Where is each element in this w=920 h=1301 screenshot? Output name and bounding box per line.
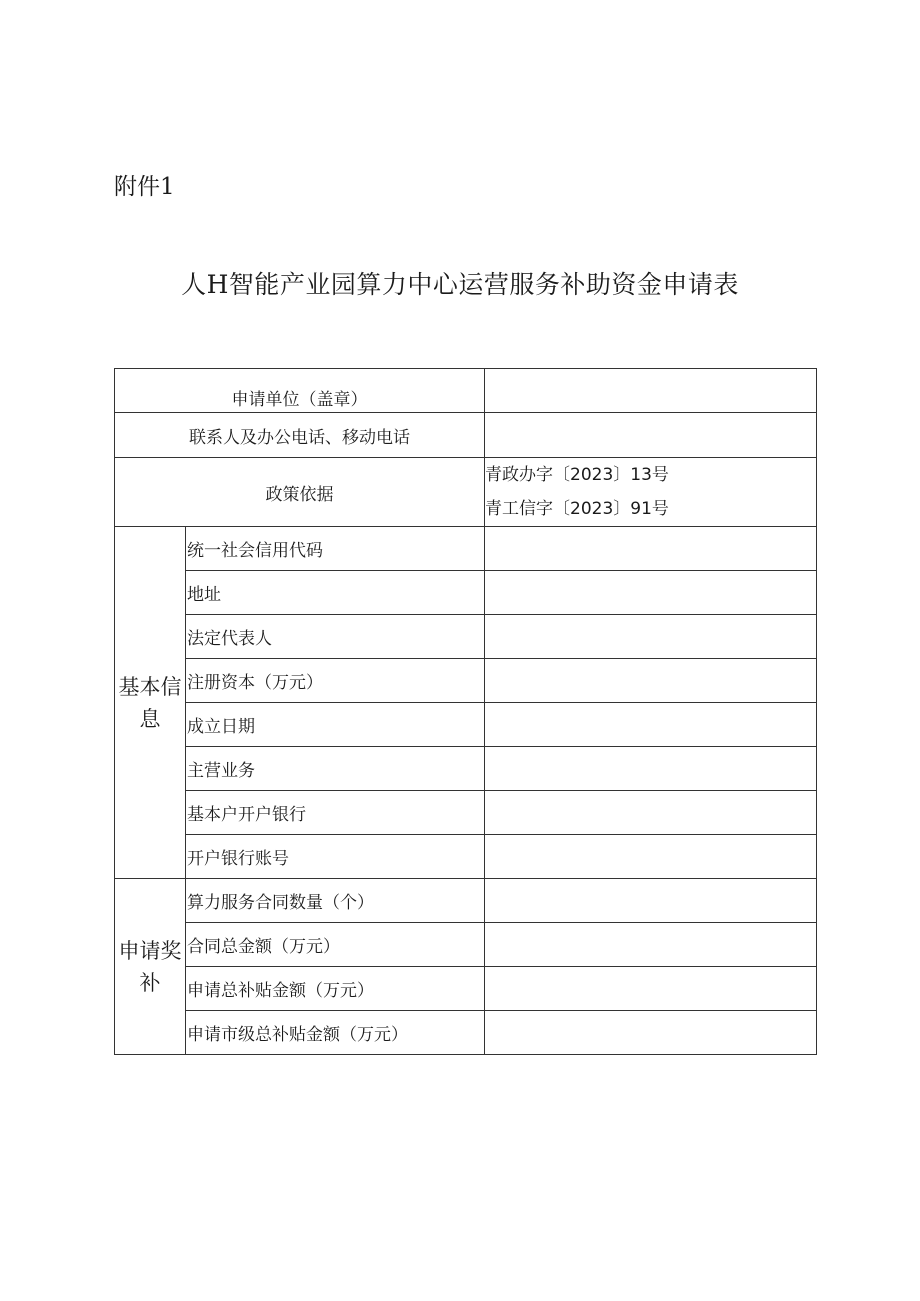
table-row	[115, 659, 817, 703]
main-business-value[interactable]	[485, 747, 817, 791]
table-row	[115, 835, 817, 879]
contract-total-amount-label: 合同总金额（万元）	[186, 923, 485, 967]
table-row	[115, 791, 817, 835]
bank-account-number-label: 开户银行账号	[186, 835, 485, 879]
application-form-table	[114, 368, 817, 1055]
applicant-unit-label: 申请单位（盖章）	[115, 369, 485, 413]
municipal-subsidy-requested-label: 申请市级总补贴金额（万元）	[186, 1011, 485, 1055]
table-row	[115, 527, 817, 571]
legal-representative-label: 法定代表人	[186, 615, 485, 659]
registered-capital-value[interactable]	[485, 659, 817, 703]
table-row	[115, 1011, 817, 1055]
legal-representative-value[interactable]	[485, 615, 817, 659]
table-row	[115, 747, 817, 791]
table-row	[115, 571, 817, 615]
applicant-unit-value[interactable]	[485, 369, 817, 413]
table-row	[115, 879, 817, 923]
table-row	[115, 615, 817, 659]
basic-account-bank-value[interactable]	[485, 791, 817, 835]
table-row	[115, 703, 817, 747]
establishment-date-label: 成立日期	[186, 703, 485, 747]
policy-document-1: 青政办字〔2023〕13号	[485, 465, 669, 485]
table-row	[115, 458, 817, 527]
basic-account-bank-label: 基本户开户银行	[186, 791, 485, 835]
credit-code-label: 统一社会信用代码	[186, 527, 485, 571]
table-row	[115, 967, 817, 1011]
contract-total-amount-value[interactable]	[485, 923, 817, 967]
contact-phone-value[interactable]	[485, 413, 817, 458]
contact-phone-label: 联系人及办公电话、移动电话	[115, 413, 485, 458]
service-contract-count-value[interactable]	[485, 879, 817, 923]
policy-document-2: 青工信字〔2023〕91号	[485, 499, 669, 519]
main-business-label: 主营业务	[186, 747, 485, 791]
service-contract-count-label: 算力服务合同数量（个）	[186, 879, 485, 923]
establishment-date-value[interactable]	[485, 703, 817, 747]
attachment-label: 附件1	[114, 174, 175, 200]
registered-capital-label: 注册资本（万元）	[186, 659, 485, 703]
policy-basis-label: 政策依据	[115, 458, 485, 527]
table-row	[115, 413, 817, 458]
table-row	[115, 923, 817, 967]
total-subsidy-requested-label: 申请总补贴金额（万元）	[186, 967, 485, 1011]
basic-info-group-label: 基本信息	[115, 527, 186, 879]
form-title: 人H智能产业园算力中心运营服务补助资金申请表	[181, 270, 739, 299]
policy-basis-value	[485, 458, 817, 527]
subsidy-group-label: 申请奖补	[115, 879, 186, 1055]
credit-code-value[interactable]	[485, 527, 817, 571]
bank-account-number-value[interactable]	[485, 835, 817, 879]
municipal-subsidy-requested-value[interactable]	[485, 1011, 817, 1055]
total-subsidy-requested-value[interactable]	[485, 967, 817, 1011]
address-label: 地址	[186, 571, 485, 615]
address-value[interactable]	[485, 571, 817, 615]
table-row	[115, 369, 817, 413]
